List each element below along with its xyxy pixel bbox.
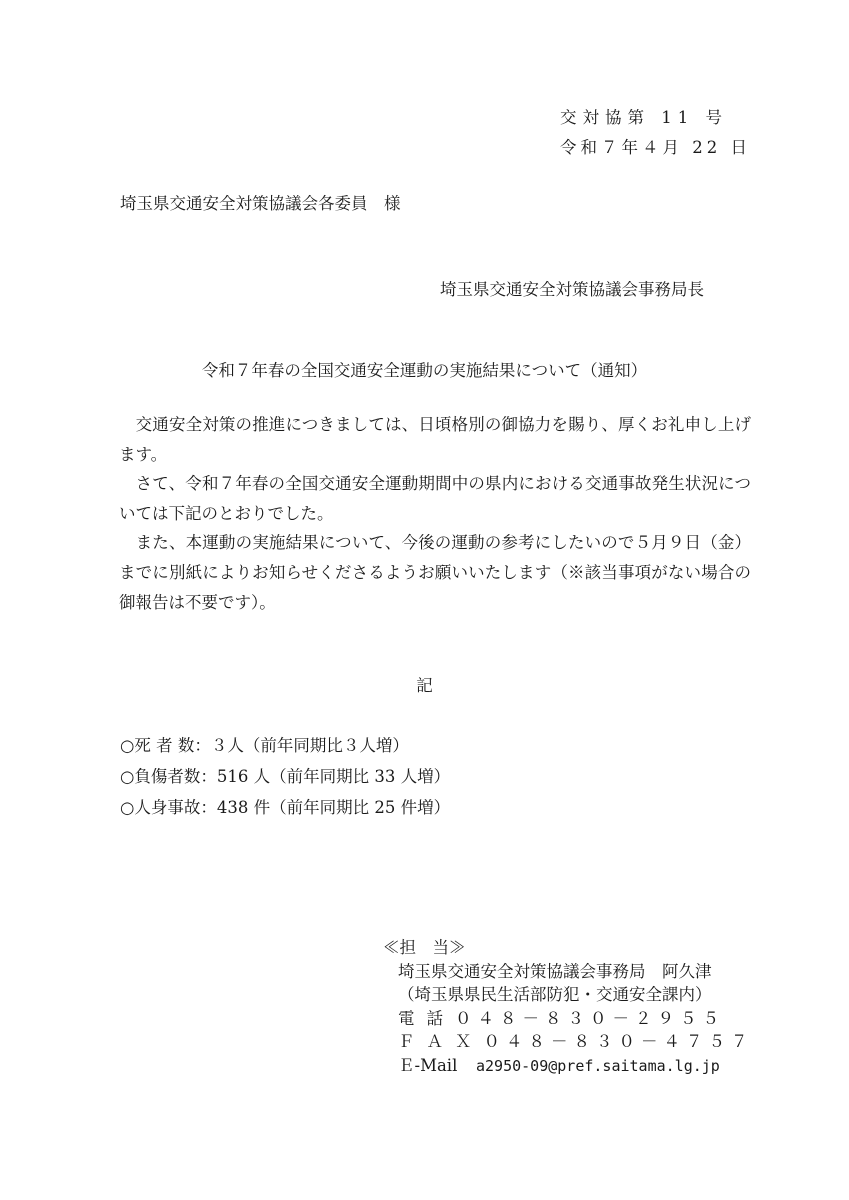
stats-injuries: ○負傷者数：516 人（前年同期比 33 人増） (120, 767, 451, 786)
contact-tel (383, 1007, 754, 1031)
document-number: 交対協第 11 号 (560, 108, 728, 127)
sender: 埼玉県交通安全対策協議会事務局長 (440, 280, 704, 299)
fax-label: ＦＡＸ (398, 1032, 484, 1051)
contact-block (383, 936, 754, 1078)
tel-label: 電話 (398, 1008, 455, 1028)
stats-fatalities: ○死 者 数：３人（前年同期比３人増） (120, 736, 409, 755)
accident-stats-list (120, 730, 450, 823)
mail-label: Ｅ-Mail (398, 1055, 458, 1075)
contact-department: （埼玉県県民生活部防犯・交通安全課内） (398, 985, 712, 1004)
mail-address[interactable]: a2950-09@pref.saitama.lg.jp (476, 1056, 720, 1075)
recipient: 埼玉県交通安全対策協議会各委員 様 (120, 194, 401, 213)
contact-mail (383, 1054, 754, 1079)
stats-accidents: ○人身事故：438 件（前年同期比 25 件増） (120, 798, 451, 817)
fax-number: ０４８－８３０－４７５７ (483, 1032, 754, 1051)
contact-fax (383, 1030, 754, 1054)
ki-heading: 記 (416, 676, 433, 695)
document-title: 令和７年春の全国交通安全運動の実施結果について（通知） (201, 361, 648, 380)
tel-number: ０４８－８３０－２９５５ (455, 1008, 725, 1028)
contact-office: 埼玉県交通安全対策協議会事務局 阿久津 (398, 961, 712, 981)
contact-heading: ≪担 当≫ (383, 938, 466, 957)
body-paragraph: さて、令和７年春の全国交通安全運動期間中の県内における交通事故発生状況については下記のとおりでした。 (119, 474, 751, 523)
body-paragraph: また、本運動の実施結果について、今後の運動の参考にしたいので５月９日（金）までに別紙によりお知らせくださるようお願いいたします（※該当事項がない場合の御報告は不要です）。 (119, 533, 751, 612)
body-paragraph: 交通安全対策の推進につきましては、日頃格別の御協力を賜り、厚くお礼申し上げます。 (119, 415, 752, 464)
document-date: 令和７年４月 22 日 (560, 138, 751, 157)
body-text (119, 410, 751, 617)
